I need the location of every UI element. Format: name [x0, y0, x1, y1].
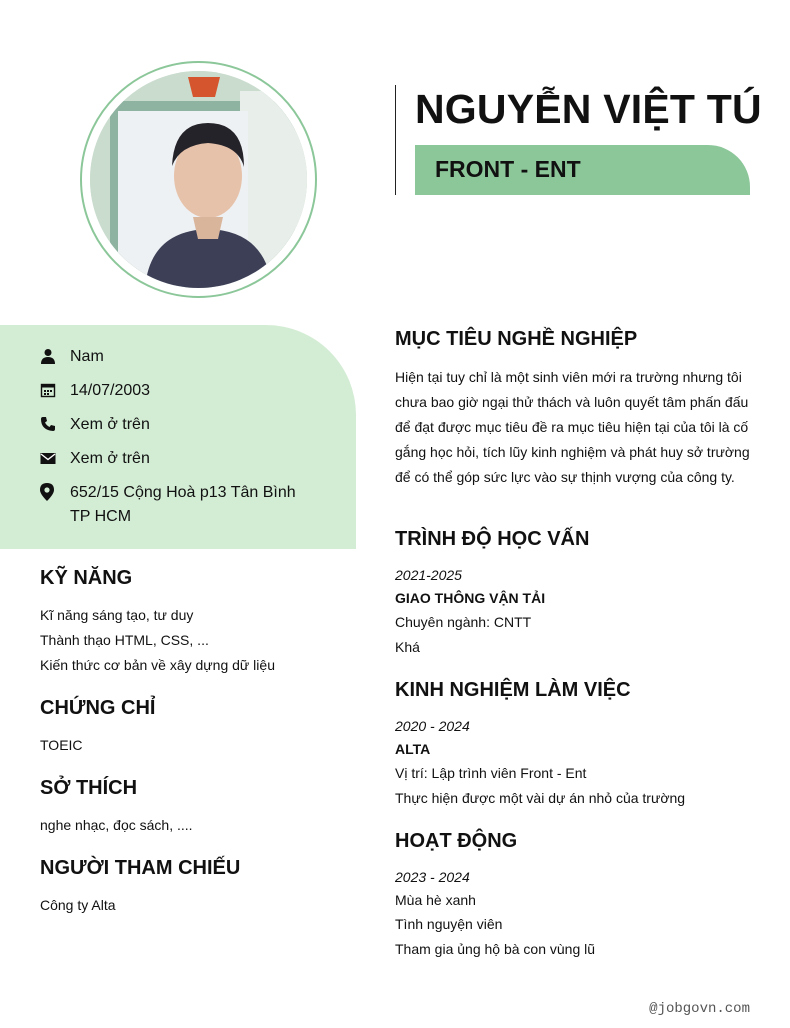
education-period: 2021-2025 — [395, 567, 462, 583]
hobbies-title: SỞ THÍCH — [40, 777, 138, 799]
calendar-icon — [40, 379, 70, 401]
education-title: TRÌNH ĐỘ HỌC VẤN — [395, 528, 590, 550]
activities-period: 2023 - 2024 — [395, 869, 470, 885]
education-grade: Khá — [395, 639, 420, 655]
skills-title: KỸ NĂNG — [40, 567, 133, 589]
objective-title: MỤC TIÊU NGHỀ NGHIỆP — [395, 328, 638, 350]
address-line-1: 652/15 Cộng Hoà p13 Tân Bình — [70, 484, 296, 501]
reference-item: Công ty Alta — [40, 897, 116, 913]
location-pin-icon — [40, 481, 70, 503]
certificate-item: TOEIC — [40, 737, 83, 753]
role-badge — [415, 145, 750, 195]
person-icon — [40, 345, 70, 367]
header-divider — [395, 85, 396, 195]
skill-item: Kiến thức cơ bản về xây dựng dữ liệu — [40, 657, 275, 673]
address-line-2: TP HCM — [70, 508, 132, 525]
education-school: GIAO THÔNG VẬN TẢI — [395, 590, 546, 606]
avatar-frame — [80, 61, 317, 298]
phone-icon — [40, 413, 70, 435]
activities-title: HOẠT ĐỘNG — [395, 830, 518, 852]
experience-description: Thực hiện được một vài dự án nhỏ của trường — [395, 790, 686, 806]
gender-value: Nam — [70, 348, 104, 365]
activity-item: Mùa hè xanh — [395, 892, 476, 908]
activity-item: Tình nguyện viên — [395, 916, 503, 932]
references-title: NGƯỜI THAM CHIẾU — [40, 857, 241, 879]
contact-address — [40, 481, 296, 529]
address-value — [70, 481, 296, 529]
experience-title: KINH NGHIỆM LÀM VIỆC — [395, 679, 631, 701]
mail-icon — [40, 447, 70, 469]
role-label: FRONT - ENT — [435, 156, 581, 182]
activity-item: Tham gia ủng hộ bà con vùng lũ — [395, 941, 596, 957]
education-major: Chuyên ngành: CNTT — [395, 614, 532, 630]
avatar — [90, 71, 307, 288]
experience-position: Vị trí: Lập trình viên Front - Ent — [395, 765, 587, 781]
birthday-value: 14/07/2003 — [70, 382, 151, 399]
experience-company: ALTA — [395, 741, 431, 757]
skill-item: Thành thạo HTML, CSS, ... — [40, 632, 209, 648]
certificates-title: CHỨNG CHỈ — [40, 697, 156, 719]
watermark: @jobgovn.com — [649, 1001, 750, 1017]
contact-gender — [40, 345, 104, 369]
contact-email — [40, 447, 150, 471]
skill-item: Kĩ năng sáng tạo, tư duy — [40, 607, 194, 623]
contact-birthday — [40, 379, 150, 403]
contact-phone — [40, 413, 150, 437]
objective-text: Hiện tại tuy chỉ là một sinh viên mới ra trường nhưng tôi chưa bao giờ ngại thử thách và luôn quyết tâm phấn đấu để đạt được mục tiêu đề ra mục tiêu hiện tại của tôi là cố gắng học hỏi, tích lũy kinh nghiệm và phát huy sở trường để có thể góp sức lực vào sự thịnh vượng của công ty. — [395, 369, 750, 485]
phone-value: Xem ở trên — [70, 416, 150, 433]
experience-period: 2020 - 2024 — [395, 718, 470, 734]
full-name: NGUYỄN VIỆT TÚ — [415, 86, 762, 132]
hobby-item: nghe nhạc, đọc sách, .... — [40, 817, 193, 833]
email-value: Xem ở trên — [70, 450, 150, 467]
profile-photo — [90, 71, 307, 288]
